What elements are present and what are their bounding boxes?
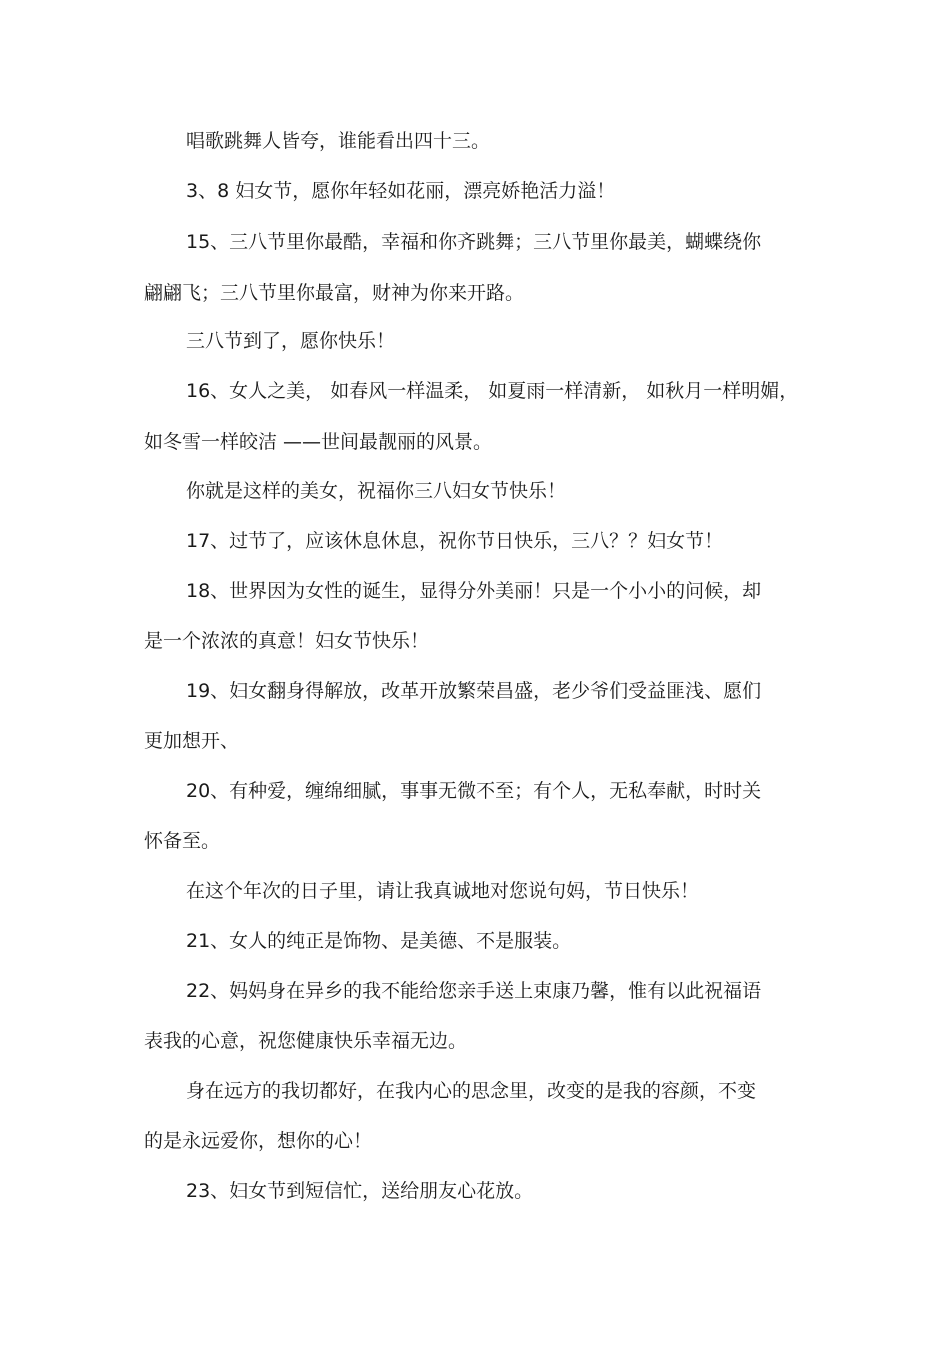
- text-line: 22、妈妈身在异乡的我不能给您亲手送上束康乃馨，惟有以此祝福语: [186, 980, 762, 1002]
- text-line: 16、女人之美， 如春风一样温柔， 如夏雨一样清新， 如秋月一样明媚，: [186, 380, 799, 402]
- text-line: 身在远方的我切都好，在我内心的思念里，改变的是我的容颜，不变: [186, 1080, 757, 1102]
- text-line: 三八节到了，愿你快乐！: [186, 330, 396, 352]
- text-line: 怀备至。: [144, 830, 221, 852]
- text-line: 的是永远爱你，想你的心！: [144, 1130, 373, 1152]
- text-line: 如冬雪一样皎洁 ——世间最靓丽的风景。: [144, 431, 493, 453]
- text-line: 你就是这样的美女，祝福你三八妇女节快乐！: [186, 480, 567, 502]
- text-line: 15、三八节里你最酷，幸福和你齐跳舞；三八节里你最美，蝴蝶绕你: [186, 231, 762, 253]
- text-line: 3、8 妇女节，愿你年轻如花丽，漂亮娇艳活力溢！: [186, 180, 616, 202]
- text-line: 翩翩飞；三八节里你最富，财神为你来开路。: [144, 282, 525, 304]
- text-line: 在这个年次的日子里，请让我真诚地对您说句妈，节日快乐！: [186, 880, 700, 902]
- text-line: 20、有种爱，缠绵细腻，事事无微不至；有个人，无私奉献，时时关: [186, 780, 762, 802]
- text-line: 是一个浓浓的真意！妇女节快乐！: [144, 630, 430, 652]
- text-line: 17、过节了，应该休息休息，祝你节日快乐，三八？？妇女节！: [186, 530, 724, 552]
- text-line: 唱歌跳舞人皆夸，谁能看出四十三。: [186, 130, 491, 152]
- text-line: 表我的心意，祝您健康快乐幸福无边。: [144, 1030, 468, 1052]
- text-line: 更加想开、: [144, 730, 240, 752]
- text-line: 18、世界因为女性的诞生，显得分外美丽！只是一个小小的问候，却: [186, 580, 762, 602]
- text-line: 19、妇女翻身得解放，改革开放繁荣昌盛，老少爷们受益匪浅、愿们: [186, 680, 762, 702]
- text-line: 21、女人的纯正是饰物、是美德、不是服装。: [186, 930, 572, 952]
- text-line: 23、妇女节到短信忙，送给朋友心花放。: [186, 1180, 534, 1202]
